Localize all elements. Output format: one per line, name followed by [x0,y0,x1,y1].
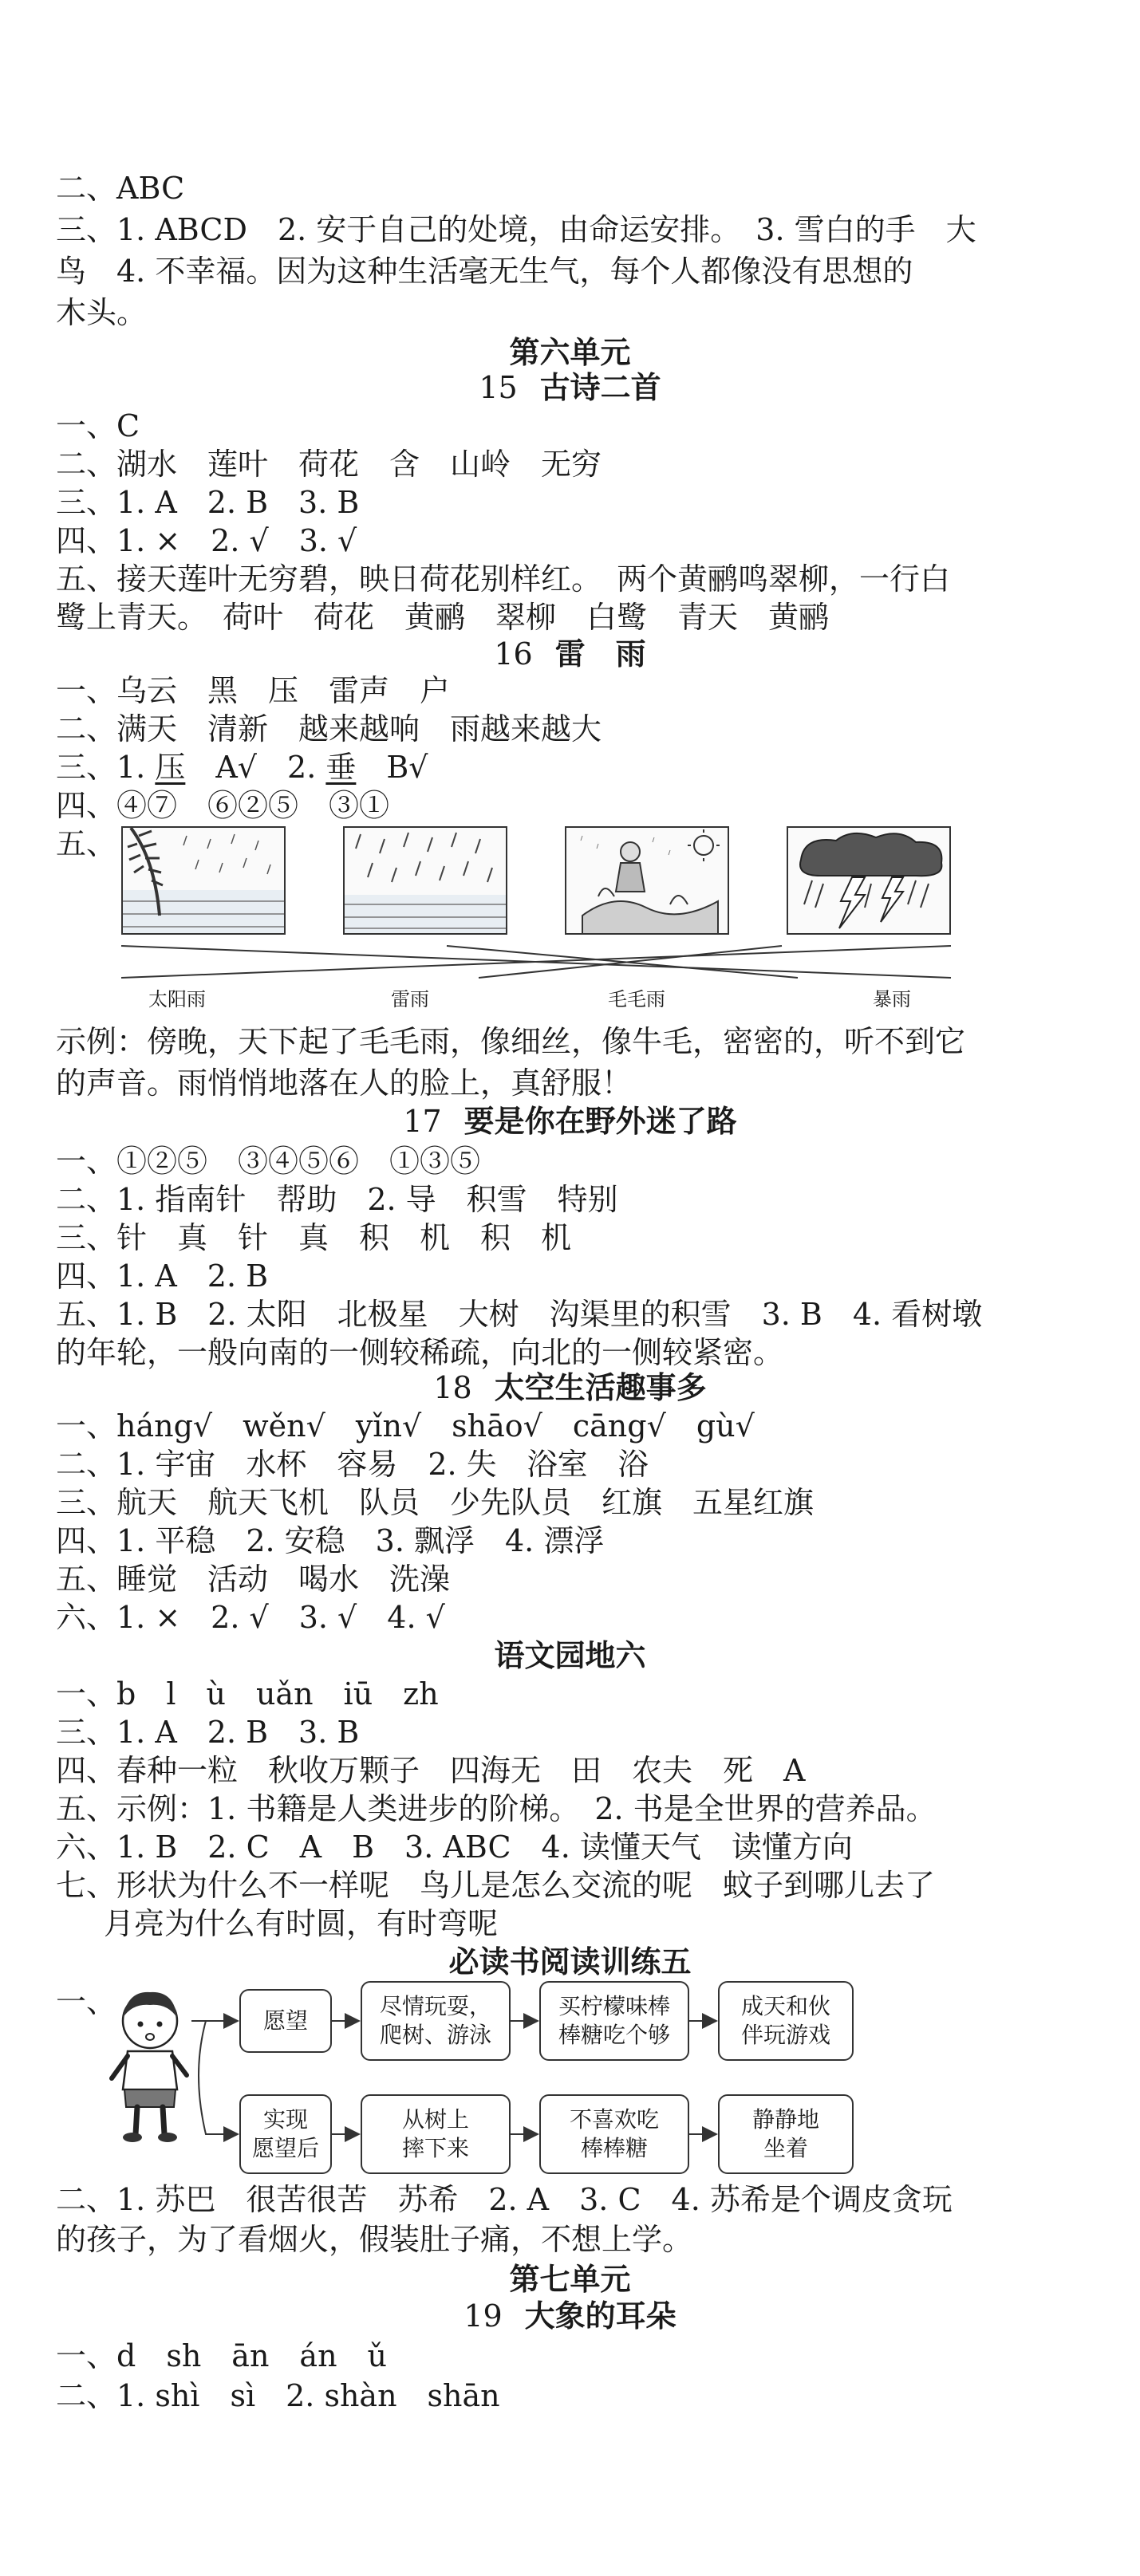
answer-text: 三、1. [56,750,156,785]
answer-line: 一、b l ù uǎn iū zh [56,1676,439,1711]
lesson-title: 太空生活趣事多 [494,1370,707,1405]
answer-line: 二、1. 苏巴 很苦很苦 苏希 2. A 3. C 4. 苏希是个调皮贪玩 [56,2182,953,2217]
lesson-title: 要是你在野外迷了路 [463,1104,737,1139]
answer-line: 四、春种一粒 秋收万颗子 四海无 田 农夫 死 A [56,1753,806,1788]
flow-box-fall: 从树上 摔下来 [361,2094,511,2174]
answer-line: 二、满天 清新 越来越响 雨越来越大 [56,711,602,746]
lesson-number: 19 [463,2298,503,2334]
answer-line: 木头。 [56,295,148,330]
answer-line: 二、湖水 莲叶 荷花 含 山岭 无穷 [56,447,602,482]
answer-line: 三、1. ABCD 2. 安于自己的处境，由命运安排。 3. 雪白的手 大 [56,212,976,247]
answer-line: 一、C [56,408,140,443]
lesson-number: 15 [479,370,518,405]
answer-line: 五、1. B 2. 太阳 北极星 大树 沟渠里的积雪 3. B 4. 看树墩 [56,1297,983,1332]
underlined-word: 压 [155,750,186,785]
answer-line: 的年轮，一般向南的一侧较稀疏，向北的一侧较紧密。 [56,1335,784,1370]
answer-text: A√ 2. [185,750,326,785]
lesson-heading [0,2297,1140,2335]
answer-line: 一、乌云 黑 压 雷声 户 [56,673,451,708]
answer-line: 六、1. × 2. √ 3. √ 4. √ [56,1600,445,1635]
answer-line: 三、1. A 2. B 3. B [56,1715,360,1750]
answer-line: 的声音。雨悄悄地落在人的脸上，真舒服！ [56,1065,633,1101]
lesson-title: 古诗二首 [539,370,661,405]
answer-line: 三、航天 航天飞机 队员 少先队员 红旗 五星红旗 [56,1485,815,1520]
answer-text: B√ [356,750,428,785]
answer-line: 鸟 4. 不幸福。因为这种生活毫无生气，每个人都像没有思想的 [56,254,913,289]
answer-line: 四、1. × 2. √ 3. √ [56,523,357,558]
rain-label-storm: 暴雨 [873,988,911,1010]
unit-title: 第六单元 [509,335,631,370]
answer-line: 一、 [56,1984,117,2019]
answer-line: 二、1. 指南针 帮助 2. 导 积雪 特别 [56,1182,618,1217]
answer-line: 一、d sh ān án ǔ [56,2338,388,2373]
answer-line: 四、1. 平稳 2. 安稳 3. 飘浮 4. 漂浮 [56,1523,605,1558]
flow-box-friends: 成天和伙 伴玩游戏 [718,1981,854,2061]
unit-title: 第七单元 [509,2262,631,2297]
answer-line: 六、1. B 2. C A B 3. ABC 4. 读懂天气 读懂方向 [56,1830,853,1865]
answer-line: 一、háng√ wěn√ yǐn√ shāo√ cāng√ gù√ [56,1408,755,1444]
underlined-word: 垂 [325,750,357,785]
answer-line: 二、1. shì sì 2. shàn shān [56,2378,500,2413]
flow-box-sit: 静静地 坐着 [718,2094,854,2174]
flow-box-wish: 愿望 [239,1989,332,2053]
answer-line: 二、ABC [56,171,185,206]
answer-line: 三、针 真 针 真 积 机 积 机 [56,1220,572,1255]
answer-line: 鹭上青天。 荷叶 荷花 黄鹂 翠柳 白鹭 青天 黄鹂 [56,600,830,635]
lesson-number: 17 [403,1104,442,1139]
answer-line: 四、1. A 2. B [56,1258,269,1294]
flow-box-realized: 实现 愿望后 [239,2094,332,2174]
answer-line: 一、①②⑤ ③④⑤⑥ ①③⑤ [56,1144,481,1179]
lesson-number: 16 [494,636,533,672]
lesson-title: 雷 雨 [554,636,646,672]
answer-line: 五、示例：1. 书籍是人类进步的阶梯。 2. 书是全世界的营养品。 [56,1791,937,1826]
answer-line: 五、接天莲叶无穷碧，映日荷花别样红。 两个黄鹂鸣翠柳，一行白 [56,561,951,597]
flow-box-candy: 买柠檬味棒 棒糖吃个够 [539,1981,689,2061]
answer-line: 二、1. 宇宙 水杯 容易 2. 失 浴室 浴 [56,1447,649,1482]
answer-line: 七、形状为什么不一样呢 鸟儿是怎么交流的呢 蚊子到哪儿去了 [56,1868,936,1903]
answer-line: 月亮为什么有时圆，有时弯呢 [104,1906,499,1941]
rain-label-drizzle: 毛毛雨 [608,988,665,1010]
section-title: 必读书阅读训练五 [448,1944,692,1979]
rain-label-thunder: 雷雨 [391,988,429,1010]
answer-line: 示例：傍晚，天下起了毛毛雨，像细丝，像牛毛，密密的，听不到它 [56,1024,966,1059]
section-title: 语文园地六 [494,1638,646,1673]
lesson-number: 18 [433,1370,472,1405]
lesson-title: 大象的耳朵 [524,2298,677,2334]
answer-line: 三、1. A 2. B 3. B [56,485,360,520]
answer-line: 五、 [56,826,117,861]
answer-line: 的孩子，为了看烟火，假装肚子痛，不想上学。 [56,2222,693,2257]
answer-line: 四、④⑦ ⑥②⑤ ③① [56,788,390,823]
flow-box-dislike: 不喜欢吃 棒棒糖 [539,2094,689,2174]
rain-label-sun: 太阳雨 [148,988,206,1010]
flow-box-play: 尽情玩耍， 爬树、游泳 [361,1981,511,2061]
answer-line: 五、睡觉 活动 喝水 洗澡 [56,1562,451,1597]
